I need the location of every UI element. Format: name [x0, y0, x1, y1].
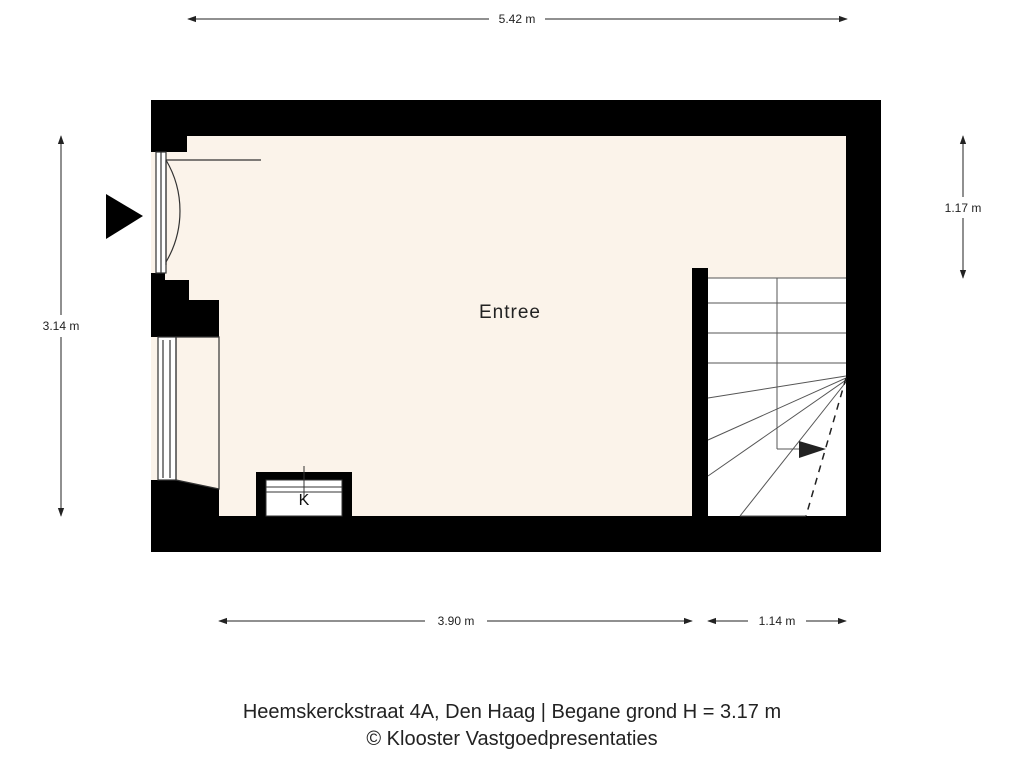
wall-bottom — [151, 516, 881, 552]
stair-partition-wall — [692, 268, 708, 552]
window-frame — [158, 337, 176, 480]
entrance-arrow-icon — [106, 194, 143, 239]
dimension-top-label: 5.42 m — [498, 12, 536, 26]
dimension-bottom-right — [708, 614, 846, 628]
kitchen-marker: K — [298, 492, 310, 509]
dimension-bottom-left — [219, 614, 692, 628]
dimension-bottom-right-label: 1.14 m — [758, 614, 796, 628]
wall-right — [846, 100, 881, 552]
dimension-left-label: 3.14 m — [42, 319, 80, 333]
staircase — [708, 278, 846, 516]
dimension-left — [43, 136, 80, 516]
caption-copyright: © Klooster Vastgoedpresentaties — [366, 728, 658, 750]
dimension-right-label: 1.17 m — [944, 201, 982, 215]
wall-left-top — [151, 100, 187, 152]
kitchen-fixture — [256, 466, 352, 516]
caption-address: Heemskerckstraat 4A, Den Haag | Begane grond H = 3.17 m — [242, 701, 782, 723]
dimension-right — [945, 136, 982, 278]
wall-left-bottom — [151, 480, 219, 552]
room-label-entree: Entree — [479, 302, 541, 323]
dimension-bottom-left-label: 3.90 m — [437, 614, 475, 628]
dimension-top — [188, 12, 847, 26]
wall-top — [151, 100, 881, 136]
